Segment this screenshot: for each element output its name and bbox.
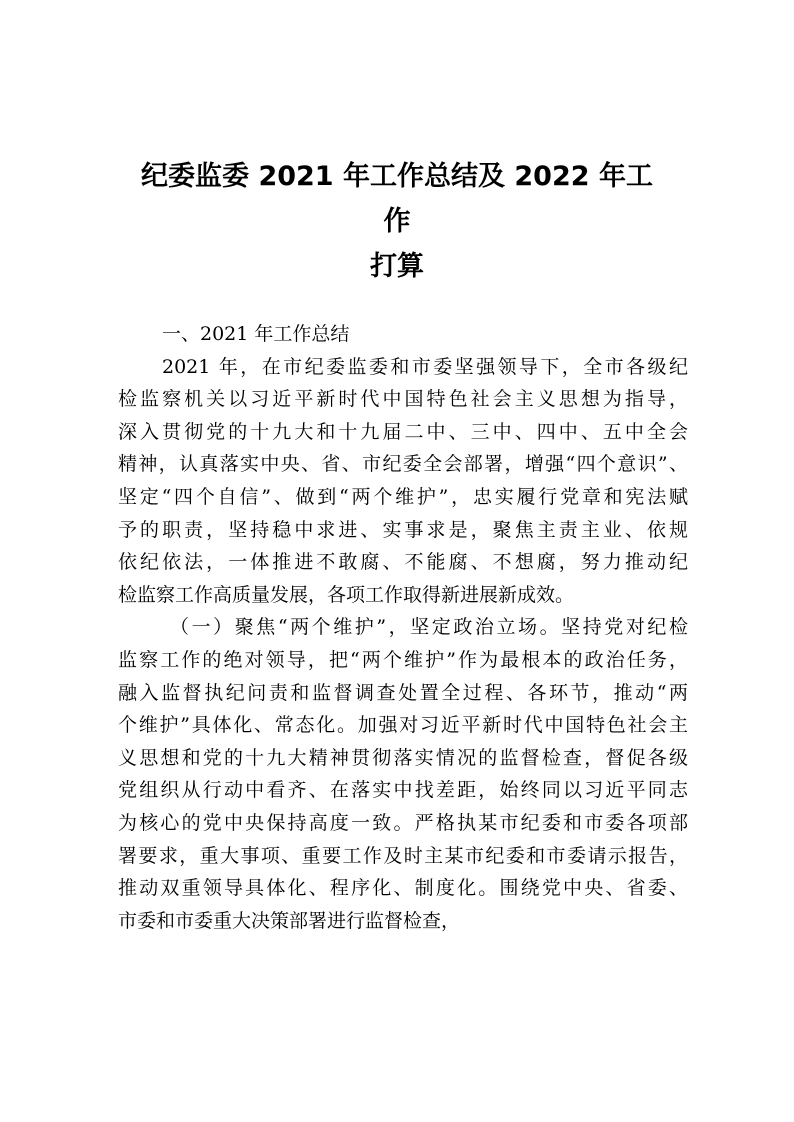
paragraph-1-line: 检监察机关以习近平新时代中国特色社会主义思想为指导，	[118, 388, 688, 411]
document-title-line-3: 打算	[370, 251, 424, 282]
paragraph-2-line: 个维护”具体化、常态化。加强对习近平新时代中国特色社会主	[118, 714, 688, 737]
document-body	[118, 318, 688, 937]
paragraph-1-line: 检监察工作高质量发展，各项工作取得新进展新成效。	[118, 583, 575, 606]
paragraph-2-line: 市委和市委重大决策部署进行监督检查，	[118, 909, 461, 932]
paragraph-2-line: 融入监督执纪问责和监督调查处置全过程、各环节，推动“两	[118, 681, 688, 704]
paragraph-2-line: （一）聚焦“两个维护”，坚定政治立场。坚持党对纪检	[170, 616, 688, 639]
paragraph-2-line: 推动双重领导具体化、程序化、制度化。围绕党中央、省委、	[118, 877, 688, 900]
paragraph-1-line: 精神，认真落实中央、省、市纪委全会部署，增强“四个意识”、	[118, 453, 688, 476]
paragraph-2-line: 为核心的党中央保持高度一致。严格执某市纪委和市委各项部	[118, 811, 688, 834]
paragraph-2-line: 义思想和党的十九大精神贯彻落实情况的监督检查，督促各级	[118, 746, 688, 769]
paragraph-1-line: 予的职责，坚持稳中求进、实事求是，聚焦主责主业、依规	[118, 518, 688, 541]
paragraph-1-line: 深入贯彻党的十九大和十九届二中、三中、四中、五中全会	[118, 420, 688, 443]
section-heading: 一、2021 年工作总结	[162, 323, 350, 345]
document-title-line-1: 纪委监委 2021 年工作总结及 2022 年工	[141, 161, 653, 192]
document-title-line-2: 作	[383, 206, 411, 237]
paragraph-1-line: 2021 年，在市纪委监委和市委坚强领导下，全市各级纪	[162, 355, 688, 378]
paragraph-2-line: 监察工作的绝对领导，把“两个维护”作为最根本的政治任务，	[118, 648, 688, 671]
paragraph-2-line: 党组织从行动中看齐、在落实中找差距，始终同以习近平同志	[118, 779, 688, 802]
paragraph-1-line: 依纪依法，一体推进不敢腐、不能腐、不想腐，努力推动纪	[118, 551, 688, 574]
paragraph-1-line: 坚定“四个自信”、做到“两个维护”，忠实履行党章和宪法赋	[118, 485, 688, 508]
paragraph-2-line: 署要求，重大事项、重要工作及时主某市纪委和市委请示报告，	[118, 844, 688, 867]
